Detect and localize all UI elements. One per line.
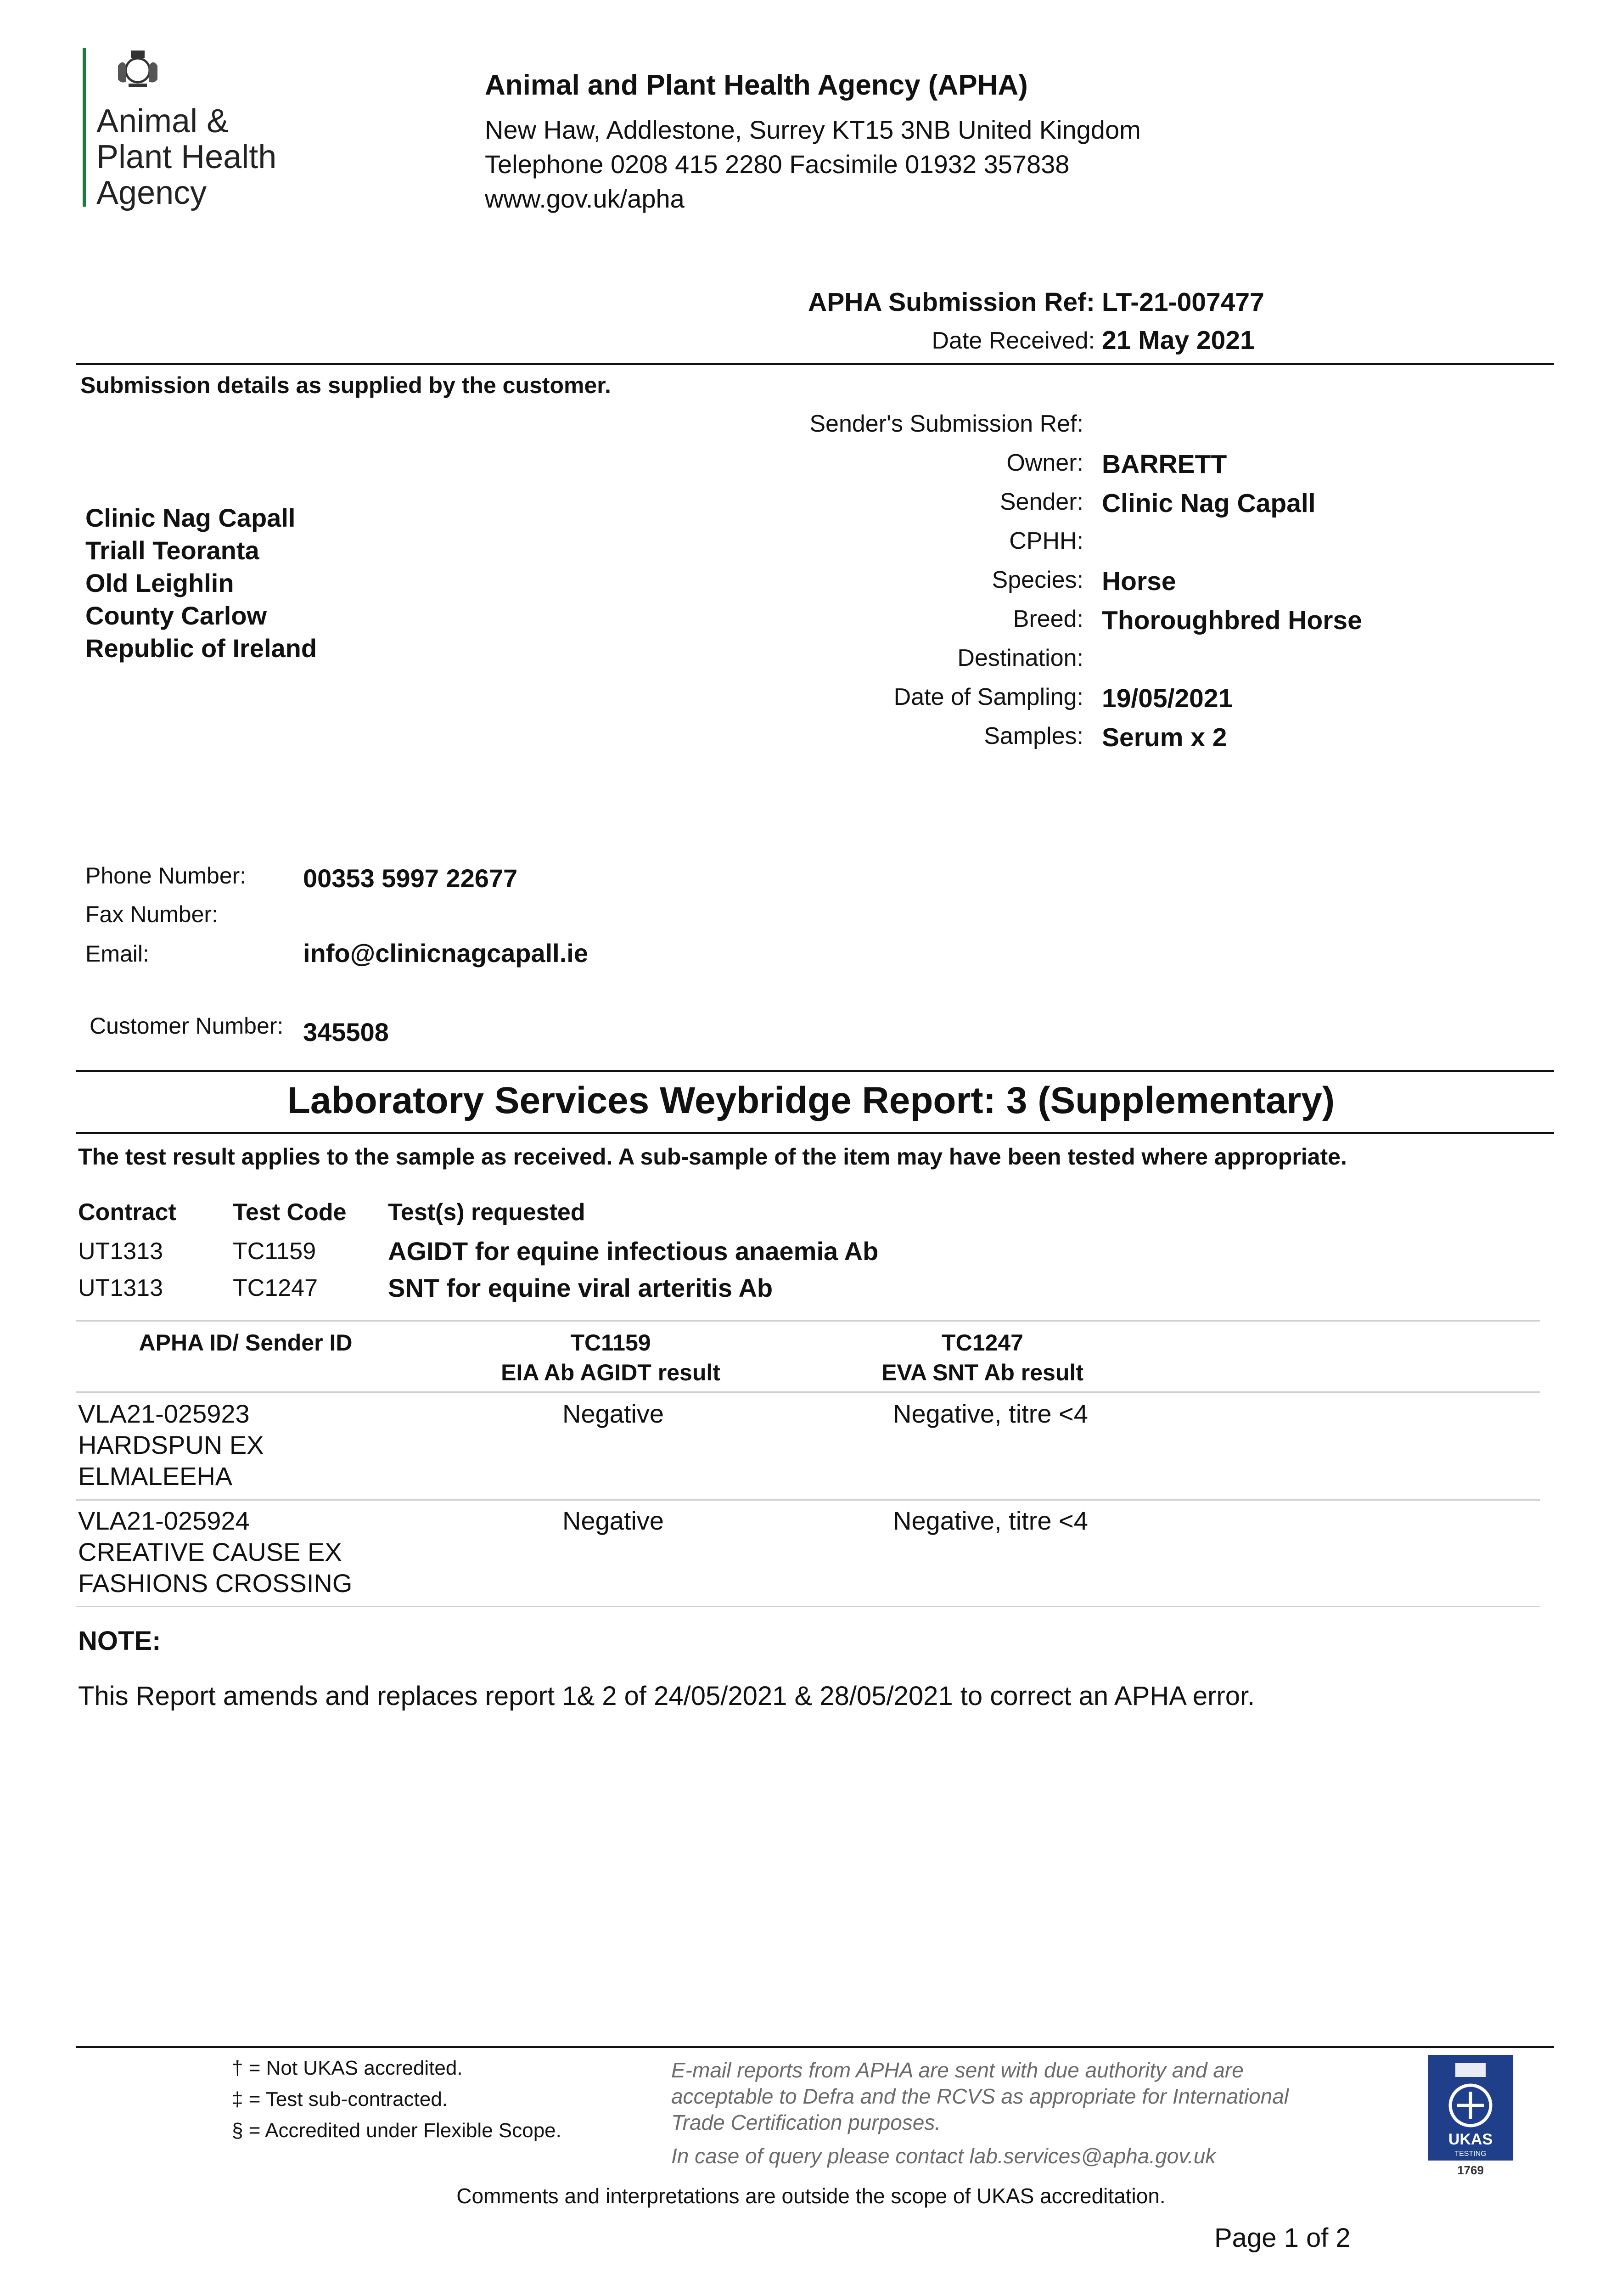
owner-label: Owner:: [1006, 450, 1083, 476]
eia-result-cell: Negative: [562, 1506, 664, 1535]
contract-cell: UT1313: [78, 1275, 163, 1301]
samples-value: Serum x 2: [1102, 723, 1227, 752]
title-top-divider: [76, 1070, 1554, 1072]
header-divider: [76, 363, 1554, 365]
results-table-top-rule: [76, 1320, 1540, 1322]
date-received-label: Date Received:: [932, 327, 1095, 354]
agency-address: New Haw, Addlestone, Surrey KT15 3NB United Kingdom: [485, 115, 1141, 144]
eia-code-header: TC1159: [570, 1330, 651, 1356]
royal-crest-icon: [112, 45, 163, 91]
destination-label: Destination:: [957, 645, 1083, 671]
customer-details-note: Submission details as supplied by the customer.: [80, 372, 611, 398]
test-name-cell: SNT for equine viral arteritis Ab: [388, 1273, 773, 1302]
query-contact-text: In case of query please contact lab.services@apha.gov.uk: [671, 2144, 1216, 2168]
eia-result-cell: Negative: [562, 1399, 664, 1428]
customer-number-label: Customer Number:: [90, 1013, 284, 1039]
legend-item: ‡ = Test sub-contracted.: [232, 2088, 448, 2110]
logo-line: Animal &: [96, 103, 229, 140]
sample-id-line: VLA21-025923: [78, 1399, 250, 1428]
sampling-date-label: Date of Sampling:: [893, 684, 1083, 710]
eva-result-cell: Negative, titre <4: [893, 1399, 1088, 1428]
phone-value: 00353 5997 22677: [303, 864, 518, 893]
contract-cell: UT1313: [78, 1238, 163, 1265]
address-line: Clinic Nag Capall: [85, 503, 296, 532]
report-title: Laboratory Services Weybridge Report: 3 (Supplementary): [287, 1080, 1335, 1121]
results-header-rule: [76, 1391, 1540, 1393]
ukas-accreditation-logo: [1428, 2055, 1513, 2179]
sender-label: Sender:: [999, 489, 1083, 515]
sample-id-line: VLA21-025924: [78, 1506, 250, 1535]
logo-line: Agency: [96, 174, 207, 211]
submission-ref-value: LT-21-007477: [1102, 287, 1264, 317]
ukas-logo-subtext: TESTING: [1454, 2150, 1487, 2158]
ukas-number: 1769: [1457, 2163, 1484, 2177]
agency-website: www.gov.uk/apha: [485, 184, 685, 213]
senders-ref-label: Sender's Submission Ref:: [809, 411, 1083, 437]
row-divider: [76, 1606, 1540, 1607]
cphh-label: CPHH:: [1009, 528, 1083, 554]
species-label: Species:: [992, 567, 1083, 593]
id-column-header: APHA ID/ Sender ID: [139, 1330, 353, 1356]
tests-requested-header: Test(s) requested: [388, 1199, 585, 1226]
address-line: Old Leighlin: [85, 568, 234, 597]
note-heading: NOTE:: [78, 1626, 161, 1656]
address-line: Republic of Ireland: [85, 634, 317, 663]
test-name-cell: AGIDT for equine infectious anaemia Ab: [388, 1237, 879, 1266]
title-bottom-divider: [76, 1132, 1554, 1134]
eva-result-cell: Negative, titre <4: [893, 1506, 1088, 1535]
email-value: info@clinicnagcapall.ie: [303, 939, 588, 968]
phone-label: Phone Number:: [85, 863, 247, 889]
page-number: Page 1 of 2: [1214, 2223, 1351, 2253]
sample-id-line: FASHIONS CROSSING: [78, 1569, 353, 1598]
logo-accent-bar: [83, 48, 86, 207]
sample-id-cell: [78, 1505, 352, 1599]
agency-name: Animal and Plant Health Agency (APHA): [485, 69, 1028, 101]
footer-legend: [232, 2053, 561, 2146]
eva-code-header: TC1247: [942, 1330, 1023, 1356]
table-row: [78, 1505, 1538, 1604]
address-line: Triall Teoranta: [85, 536, 259, 565]
legend-item: § = Accredited under Flexible Scope.: [232, 2119, 561, 2142]
customer-number-value: 345508: [303, 1018, 389, 1047]
contract-header: Contract: [78, 1199, 176, 1226]
fax-label: Fax Number:: [85, 901, 218, 927]
test-code-cell: TC1159: [233, 1238, 316, 1265]
samples-label: Samples:: [984, 723, 1083, 749]
ukas-scope-statement: Comments and interpretations are outside the scope of UKAS accreditation.: [456, 2184, 1166, 2208]
sender-value: Clinic Nag Capall: [1102, 489, 1316, 518]
eva-name-header: EVA SNT Ab result: [881, 1360, 1083, 1385]
note-text: This Report amends and replaces report 1& 2 of 24/05/2021 & 28/05/2021 to correct an APHA error.: [78, 1681, 1255, 1711]
sample-id-line: HARDSPUN EX: [78, 1430, 264, 1459]
submission-ref-label: APHA Submission Ref:: [808, 287, 1095, 317]
test-code-header: Test Code: [233, 1199, 347, 1226]
agency-logo-text: [96, 103, 276, 211]
sample-id-line: CREATIVE CAUSE EX: [78, 1537, 342, 1566]
email-authority-statement: E-mail reports from APHA are sent with due authority and are acceptable to Defra and the RCVS as appropriate for International Trade Certification purposes.: [671, 2058, 1289, 2134]
sampling-date-value: 19/05/2021: [1102, 684, 1233, 713]
date-received-value: 21 May 2021: [1102, 326, 1255, 355]
footer-divider: [76, 2046, 1554, 2048]
test-result-note: The test result applies to the sample as received. A sub-sample of the item may have been tested where appropriate.: [78, 1144, 1347, 1170]
sample-id-cell: [78, 1398, 264, 1492]
species-value: Horse: [1102, 567, 1176, 596]
address-line: County Carlow: [85, 601, 267, 630]
legend-item: † = Not UKAS accredited.: [232, 2057, 463, 2079]
eia-name-header: EIA Ab AGIDT result: [501, 1360, 720, 1385]
email-label: Email:: [85, 941, 149, 967]
test-code-cell: TC1247: [233, 1275, 318, 1301]
owner-value: BARRETT: [1102, 450, 1227, 479]
ukas-logo-text: UKAS: [1448, 2131, 1493, 2148]
row-divider: [76, 1499, 1540, 1501]
logo-line: Plant Health: [96, 139, 277, 175]
breed-label: Breed:: [1013, 606, 1083, 632]
sample-id-line: ELMALEEHA: [78, 1462, 233, 1491]
breed-value: Thoroughbred Horse: [1102, 606, 1362, 635]
agency-phone-fax: Telephone 0208 415 2280 Facsimile 01932 357838: [485, 150, 1070, 179]
table-row: [78, 1398, 1538, 1497]
